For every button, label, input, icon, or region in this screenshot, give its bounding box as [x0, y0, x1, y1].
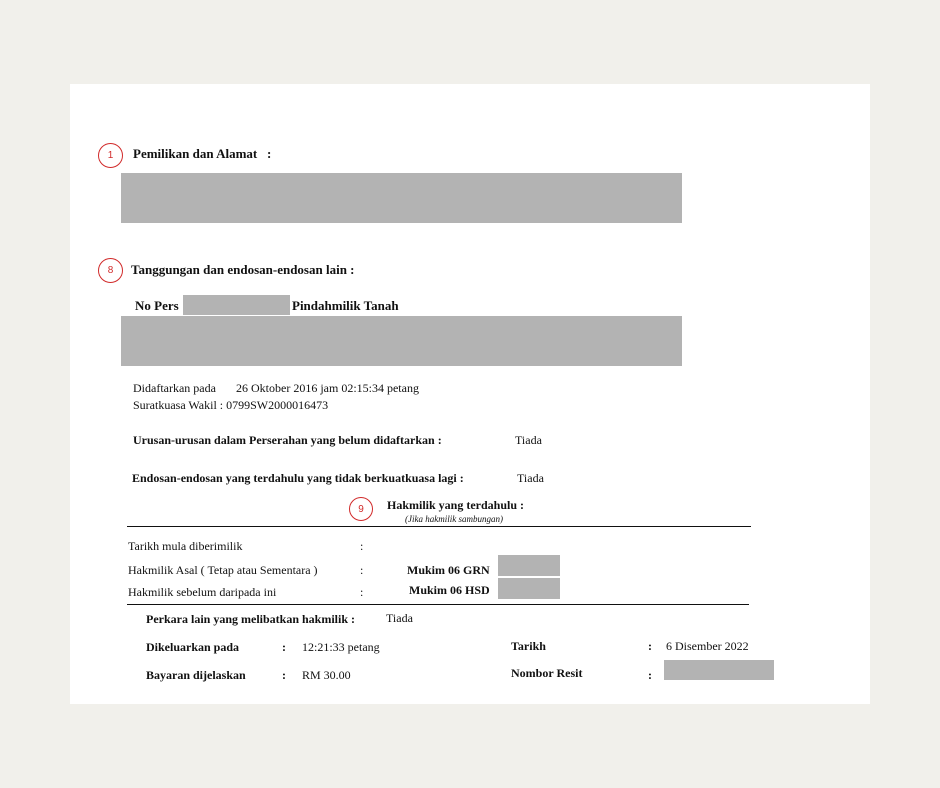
- date-label: Tarikh: [511, 639, 546, 653]
- previous-endorsements-value: Tiada: [517, 471, 544, 485]
- fee-value: RM 30.00: [302, 668, 351, 682]
- unregistered-matters-label: Urusan-urusan dalam Perserahan yang belum didaftarkan :: [133, 433, 442, 447]
- registered-date: 26 Oktober 2016 jam 02:15:34 petang: [236, 381, 419, 395]
- row-prior-title-label: Hakmilik sebelum daripada ini: [128, 585, 277, 599]
- redacted-receipt-number: [664, 660, 774, 680]
- fee-label: Bayaran dijelaskan: [146, 668, 246, 682]
- issued-colon: :: [282, 640, 286, 654]
- redacted-original-title-number: [498, 555, 560, 576]
- divider-top: [127, 526, 751, 527]
- other-matters-value: Tiada: [386, 611, 413, 625]
- row-original-title-colon: :: [360, 563, 364, 577]
- section-marker-8: 8: [98, 258, 123, 283]
- section-marker-9: 9: [349, 497, 373, 521]
- power-of-attorney: Suratkuasa Wakil : 0799SW2000016473: [133, 398, 329, 412]
- section-1-title: Pemilikan dan Alamat: [133, 146, 258, 161]
- other-matters-label: Perkara lain yang melibatkan hakmilik :: [146, 612, 356, 626]
- section-marker-1: 1: [98, 143, 123, 168]
- fee-colon: :: [282, 668, 286, 682]
- row-original-title-value: Mukim 06 GRN: [407, 563, 490, 577]
- section-9-title: Hakmilik yang terdahulu :: [387, 498, 525, 512]
- unregistered-matters-value: Tiada: [515, 433, 542, 447]
- date-value: 6 Disember 2022: [666, 639, 749, 653]
- receipt-colon: :: [648, 668, 652, 682]
- row-prior-title-colon: :: [360, 585, 364, 599]
- section-8-title: Tanggungan dan endosan-endosan lain :: [131, 262, 355, 277]
- row-original-grant-date-label: Tarikh mula diberimilik: [128, 539, 243, 553]
- date-colon: :: [648, 639, 652, 653]
- redacted-endorsement-details: [121, 316, 682, 366]
- section-1-colon: :: [267, 146, 272, 161]
- issued-label: Dikeluarkan pada: [146, 640, 240, 654]
- divider-bottom: [127, 604, 749, 605]
- row-prior-title-value: Mukim 06 HSD: [409, 583, 490, 597]
- document-page: [70, 84, 870, 704]
- redacted-endorsement-number: [183, 295, 290, 315]
- receipt-label: Nombor Resit: [511, 666, 583, 680]
- redacted-owner-address: [121, 173, 682, 223]
- redacted-prior-title-number: [498, 578, 560, 599]
- row-original-grant-date-colon: :: [360, 539, 364, 553]
- issued-time: 12:21:33 petang: [302, 640, 380, 654]
- section-9-subtitle: (Jika hakmilik sambungan): [405, 514, 503, 524]
- endorsement-type: Pindahmilik Tanah: [292, 298, 399, 313]
- row-original-title-label: Hakmilik Asal ( Tetap atau Sementara ): [128, 563, 318, 577]
- endorsement-prefix: No Pers: [135, 298, 179, 313]
- previous-endorsements-label: Endosan-endosan yang terdahulu yang tidak berkuatkuasa lagi :: [132, 471, 464, 485]
- registered-label: Didaftarkan pada: [133, 381, 216, 395]
